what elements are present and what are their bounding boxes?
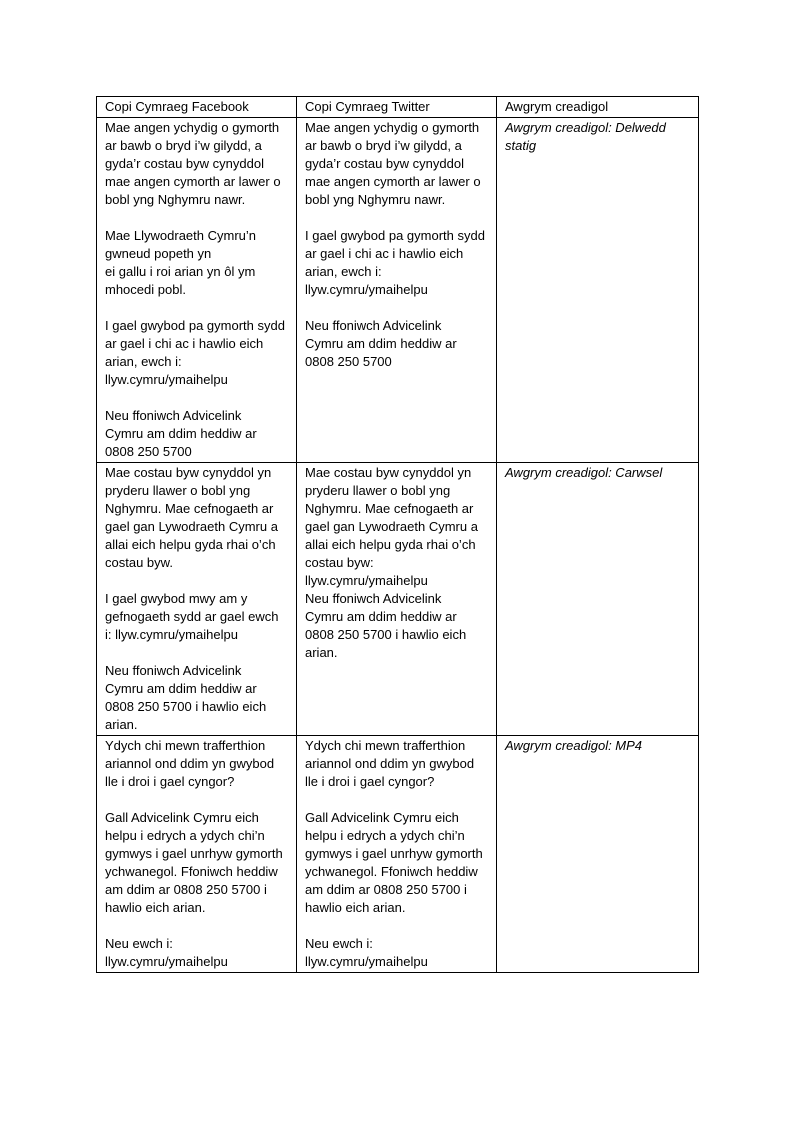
facebook-copy-cell	[97, 736, 297, 973]
social-copy-table	[96, 96, 699, 973]
facebook-copy-text: Ydych chi mewn trafferthion ariannol ond ddim yn gwybod lle i droi i gael cyngor? Gall Advicelink Cymru eich helpu i edrych a ydych chi’n gymwys i gael unrhyw gymorth ychwanegol. Ffoniwch heddiw am ddim ar 0808 250 5700 i hawlio eich arian. Neu ewch i: llyw.cymru/ymaihelpu	[105, 738, 283, 969]
column-header-twitter: Copi Cymraeg Twitter	[297, 97, 497, 118]
column-header-creative: Awgrym creadigol	[497, 97, 699, 118]
twitter-copy-text: Mae angen ychydig o gymorth ar bawb o bryd i’w gilydd, a gyda’r costau byw cynyddol mae angen cymorth ar lawer o bobl yng Nghymru nawr. I gael gwybod pa gymorth sydd ar gael i chi ac i hawlio eich arian, ewch i: llyw.cymru/ymaihelpu Neu ffoniwch Advicelink Cymru am ddim heddiw ar 0808 250 5700	[305, 120, 485, 369]
table-row	[97, 118, 699, 463]
twitter-copy-text: Mae costau byw cynyddol yn pryderu llawer o bobl yng Nghymru. Mae cefnogaeth ar gael gan Lywodraeth Cymru a allai eich helpu gyda rhai o’ch costau byw: llyw.cymru/ymaihelpu Neu ffoniwch Advicelink Cymru am ddim heddiw ar 0808 250 5700 i hawlio eich arian.	[305, 465, 478, 660]
table-header-row	[97, 97, 699, 118]
twitter-copy-cell	[297, 736, 497, 973]
table-row	[97, 463, 699, 736]
creative-suggestion-text: Awgrym creadigol: MP4	[505, 738, 643, 753]
facebook-copy-cell	[97, 463, 297, 736]
facebook-copy-text: Mae costau byw cynyddol yn pryderu llawer o bobl yng Nghymru. Mae cefnogaeth ar gael gan Lywodraeth Cymru a allai eich helpu gyda rhai o’ch costau byw. I gael gwybod mwy am y gefnogaeth sydd ar gael ewch i: llyw.cymru/ymaihelpu Neu ffoniwch Advicelink Cymru am ddim heddiw ar 0808 250 5700 i hawlio eich arian.	[105, 465, 279, 732]
twitter-copy-text: Ydych chi mewn trafferthion ariannol ond ddim yn gwybod lle i droi i gael cyngor? Gall Advicelink Cymru eich helpu i edrych a ydych chi’n gymwys i gael unrhyw gymorth ychwanegol. Ffoniwch heddiw am ddim ar 0808 250 5700 i hawlio eich arian. Neu ewch i: llyw.cymru/ymaihelpu	[305, 738, 483, 969]
creative-suggestion-text: Awgrym creadigol: Delwedd statig	[505, 120, 666, 153]
column-header-facebook: Copi Cymraeg Facebook	[97, 97, 297, 118]
creative-suggestion-cell	[497, 736, 699, 973]
twitter-copy-cell	[297, 463, 497, 736]
creative-suggestion-text: Awgrym creadigol: Carwsel	[505, 465, 663, 480]
facebook-copy-cell	[97, 118, 297, 463]
table-row	[97, 736, 699, 973]
facebook-copy-text: Mae angen ychydig o gymorth ar bawb o bryd i’w gilydd, a gyda’r costau byw cynyddol mae angen cymorth ar lawer o bobl yng Nghymru nawr. Mae Llywodraeth Cymru’n gwneud popeth yn ei gallu i roi arian yn ôl ym mhocedi pobl. I gael gwybod pa gymorth sydd ar gael i chi ac i hawlio eich arian, ewch i: llyw.cymru/ymaihelpu Neu ffoniwch Advicelink Cymru am ddim heddiw ar 0808 250 5700	[105, 120, 285, 459]
creative-suggestion-cell	[497, 118, 699, 463]
twitter-copy-cell	[297, 118, 497, 463]
creative-suggestion-cell	[497, 463, 699, 736]
